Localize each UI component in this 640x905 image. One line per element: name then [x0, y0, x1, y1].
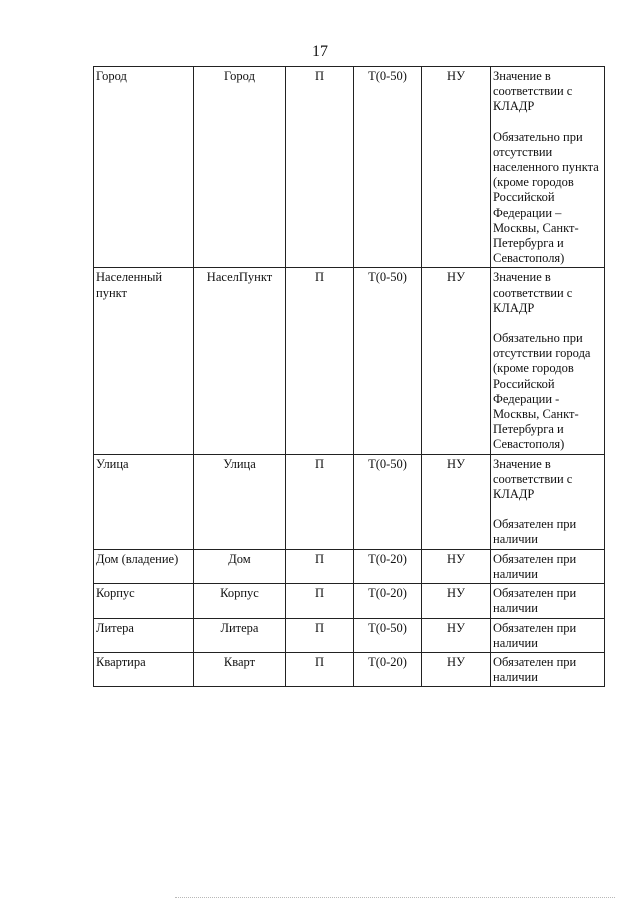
- element-note-cell: [491, 67, 605, 268]
- element-note-cell: [491, 618, 605, 652]
- note-text: Обязателен при наличии: [493, 586, 577, 616]
- element-format-cell: Т(0-50): [354, 67, 422, 268]
- note-text: Обязателен при наличии: [493, 620, 577, 650]
- element-format-cell: Т(0-20): [354, 652, 422, 686]
- note-text: Значение в соответствии с КЛАДР: [493, 456, 573, 502]
- element-type-cell: П: [286, 454, 354, 549]
- note-text: Значение в соответствии с КЛАДР: [493, 69, 573, 114]
- note-text: Обязателен при наличии: [493, 551, 577, 581]
- attributes-table: [93, 66, 605, 687]
- table-row: [94, 584, 605, 618]
- table-row: [94, 67, 605, 268]
- element-type-cell: П: [286, 618, 354, 652]
- element-format-cell: Т(0-50): [354, 454, 422, 549]
- note-spacer: [493, 115, 602, 130]
- element-name-cell: Город: [94, 67, 194, 268]
- element-requirement-cell: НУ: [422, 454, 491, 549]
- element-note-cell: [491, 454, 605, 549]
- table-row: [94, 454, 605, 549]
- element-note-cell: [491, 652, 605, 686]
- element-type-cell: П: [286, 584, 354, 618]
- note-text: Обязательно при отсутствии города (кроме городов Российской Федерации - Москвы, Санкт-Петербурга и Севастополя): [493, 331, 591, 452]
- element-note-cell: [491, 584, 605, 618]
- element-code-cell: Улица: [194, 454, 286, 549]
- element-type-cell: П: [286, 268, 354, 454]
- element-name-cell: Корпус: [94, 584, 194, 618]
- element-type-cell: П: [286, 67, 354, 268]
- element-format-cell: Т(0-20): [354, 584, 422, 618]
- scan-edge-dots: [175, 897, 615, 898]
- element-name-cell: Квартира: [94, 652, 194, 686]
- element-name-cell: Литера: [94, 618, 194, 652]
- element-format-cell: Т(0-50): [354, 618, 422, 652]
- note-text: Обязательно при отсутствии населенного пункта (кроме городов Российской Федерации – Москвы, Санкт-Петербурга и Севастополя): [493, 129, 599, 266]
- note-text: Значение в соответствии с КЛАДР: [493, 270, 573, 315]
- table-row: [94, 268, 605, 454]
- page-number: 17: [312, 43, 328, 60]
- element-note-cell: [491, 268, 605, 454]
- table-row: [94, 652, 605, 686]
- element-type-cell: П: [286, 549, 354, 583]
- element-note-cell: [491, 549, 605, 583]
- element-requirement-cell: НУ: [422, 584, 491, 618]
- note-text: Обязателен при наличии: [493, 517, 577, 547]
- element-format-cell: Т(0-50): [354, 268, 422, 454]
- element-code-cell: Литера: [194, 618, 286, 652]
- note-text: Обязателен при наличии: [493, 654, 577, 685]
- note-spacer: [493, 502, 602, 517]
- element-name-cell: Населенный пункт: [94, 268, 194, 454]
- element-requirement-cell: НУ: [422, 618, 491, 652]
- element-code-cell: Кварт: [194, 652, 286, 686]
- table-row: [94, 618, 605, 652]
- element-code-cell: Дом: [194, 549, 286, 583]
- element-requirement-cell: НУ: [422, 67, 491, 268]
- element-name-cell: Дом (владение): [94, 549, 194, 583]
- element-requirement-cell: НУ: [422, 549, 491, 583]
- note-spacer: [493, 316, 602, 331]
- element-type-cell: П: [286, 652, 354, 686]
- element-requirement-cell: НУ: [422, 268, 491, 454]
- element-name-cell: Улица: [94, 454, 194, 549]
- element-requirement-cell: НУ: [422, 652, 491, 686]
- element-code-cell: Город: [194, 67, 286, 268]
- element-format-cell: Т(0-20): [354, 549, 422, 583]
- table-row: [94, 549, 605, 583]
- element-code-cell: Корпус: [194, 584, 286, 618]
- element-code-cell: НаселПункт: [194, 268, 286, 454]
